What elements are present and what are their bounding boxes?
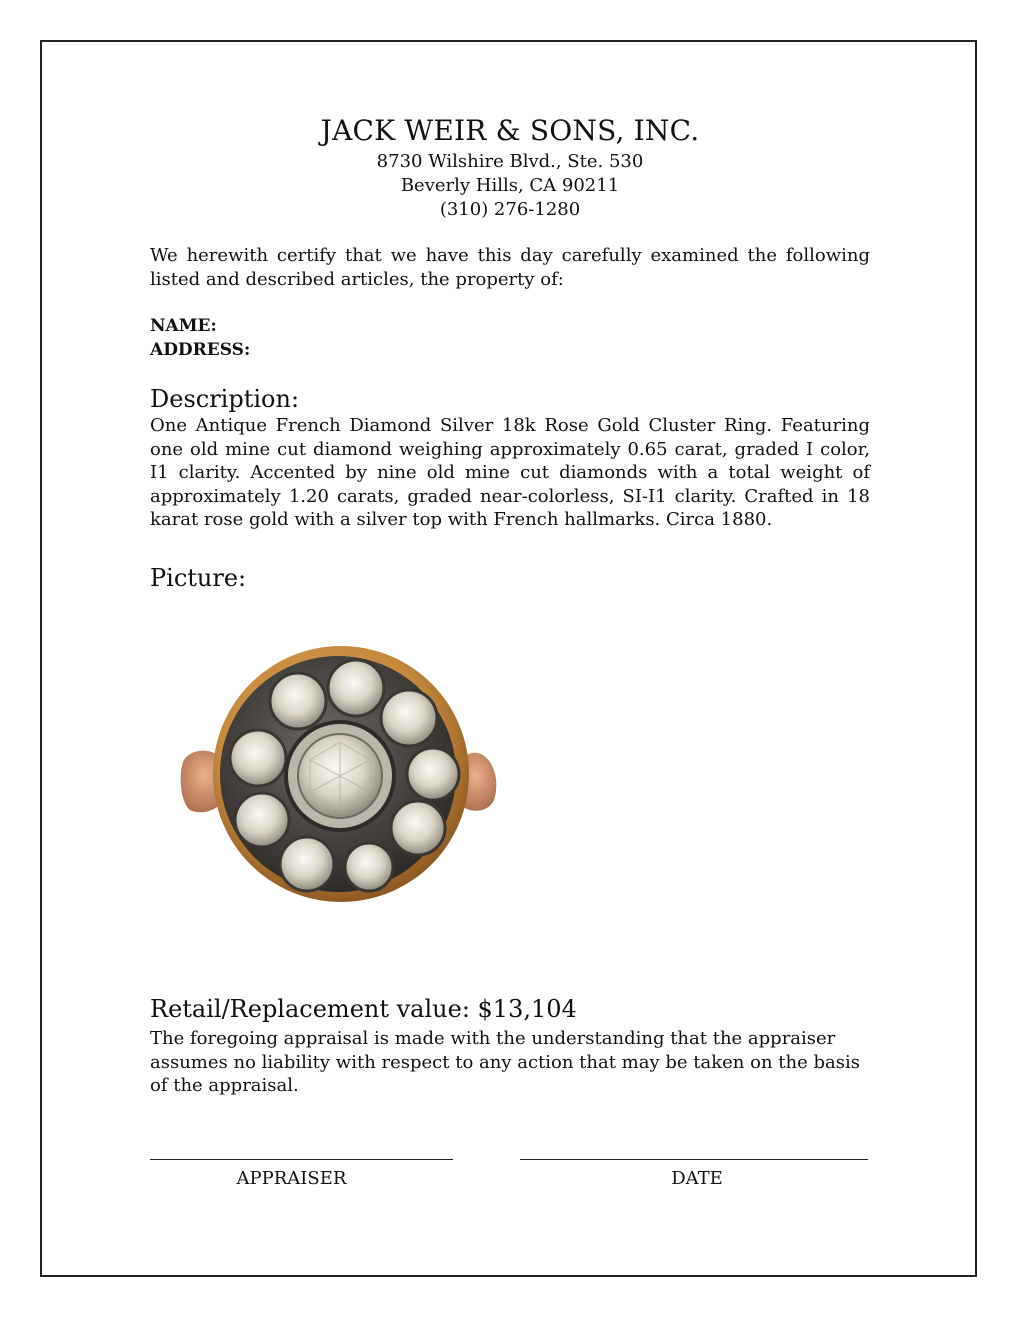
date-signature-line — [520, 1159, 868, 1160]
appraisal-document — [150, 112, 870, 1189]
letterhead — [150, 112, 870, 222]
address-line-2: Beverly Hills, CA 90211 — [400, 175, 620, 196]
replacement-value: Retail/Replacement value: $13,104 — [150, 995, 577, 1023]
description-heading: Description: — [150, 385, 300, 413]
disclaimer-text: The foregoing appraisal is made with the understanding that the appraiser assumes no liability with respect to any action that may be taken on the basis of the appraisal. — [150, 1028, 860, 1096]
date-label: DATE — [671, 1168, 723, 1189]
certification-text: We herewith certify that we have this day carefully examined the following listed and described articles, the property of: — [150, 245, 870, 290]
appraiser-signature-line — [150, 1159, 453, 1160]
appraiser-label: APPRAISER — [236, 1168, 347, 1189]
phone-number: (310) 276-1280 — [439, 199, 581, 220]
address-line-1: 8730 Wilshire Blvd., Ste. 530 — [376, 151, 644, 172]
description-text: One Antique French Diamond Silver 18k Rose Gold Cluster Ring. Featuring one old mine cut diamond weighing approximately 0.65 carat, graded I color, I1 clarity. Accented by nine old mine cut diamonds with a total weight of approximately 1.20 carats, graded near-colorless, SI-I1 clarity. Crafted in 18 karat rose gold with a silver top with French hallmarks. Circa 1880. — [150, 415, 870, 530]
owner-fields — [150, 314, 870, 362]
name-label: NAME: — [150, 316, 217, 336]
company-name: JACK WEIR & SONS, INC. — [320, 114, 700, 147]
ring-image — [176, 642, 501, 907]
address-label: ADDRESS: — [150, 340, 251, 360]
ring-photo — [176, 642, 501, 907]
picture-heading: Picture: — [150, 563, 247, 592]
